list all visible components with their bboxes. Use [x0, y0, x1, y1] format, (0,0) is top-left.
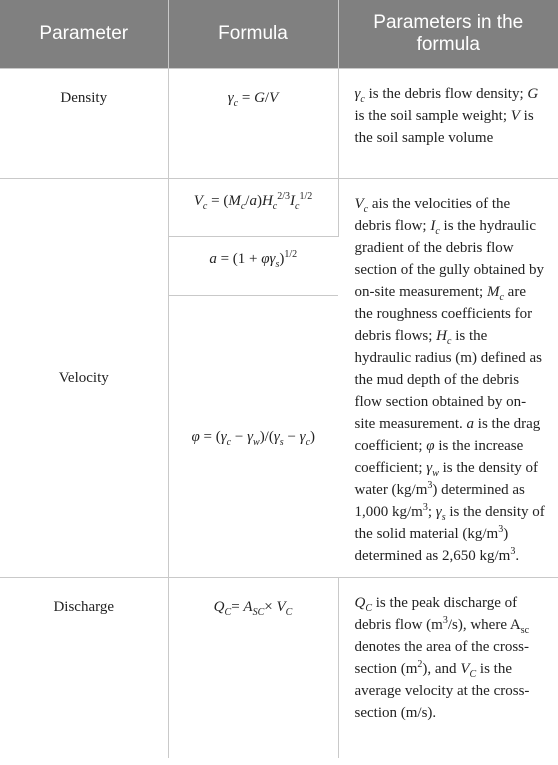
table-row-discharge — [0, 578, 558, 759]
header-parameters-in-formula: Parameters in the formula — [338, 0, 558, 69]
description-density: $\gamma_c$ is the debris flow density; G is the soil sample weight; V is the soil sample volume — [338, 69, 558, 179]
formula-increase-coefficient: $\varphi = (\gamma_c - \gamma_w)/(\gamma_s - \gamma_c)$ — [168, 296, 338, 578]
table-row-density — [0, 69, 558, 179]
header-row — [0, 0, 558, 69]
formula-density: $\gamma_c = G/V$ — [168, 69, 338, 179]
formula-discharge: $Q_C= A_{SC}\times V_C$ — [168, 578, 338, 759]
formula-drag-coefficient: $a = (1 + \varphi\gamma_s)^{1/2}$ — [168, 237, 338, 296]
header-parameter: Parameter — [0, 0, 168, 69]
description-discharge: $Q_C$ is the peak discharge of debris flow $(m^3/s)$, where $A_{sc}$ denotes the area of the cross-section $(m^2)$, and $V_C$ is the average velocity at the cross-section (m/s). — [338, 578, 558, 759]
formula-velocity: $V_c = (M_c/a)H_c^{2/3}I_c^{1/2}$ — [168, 179, 338, 237]
description-velocity: $V_c$ ais the velocities of the debris flow; $I_c$ is the hydraulic gradient of the debris flow section of the gully obtained by on-site measurement; $M_c$ are the roughness coefficients for debris flows; $H_c$ is the hydraulic radius (m) defined as the mud depth of the debris flow section obtained by on-site measurement. a is the drag coefficient; φ is the increase coefficient; $\gamma_w$ is the density of water $(kg/m^3)$ determined as 1,000 $kg/m^3$; $\gamma_s$ is the density of the solid material $(kg/m^3)$ determined as 2,650 $kg/m^3$. — [338, 179, 558, 578]
parameter-velocity: Velocity — [0, 179, 168, 578]
parameter-density: Density — [0, 69, 168, 179]
table-row-velocity — [0, 179, 558, 237]
table-header — [0, 0, 558, 69]
header-formula: Formula — [168, 0, 338, 69]
parameter-discharge: Discharge — [0, 578, 168, 759]
